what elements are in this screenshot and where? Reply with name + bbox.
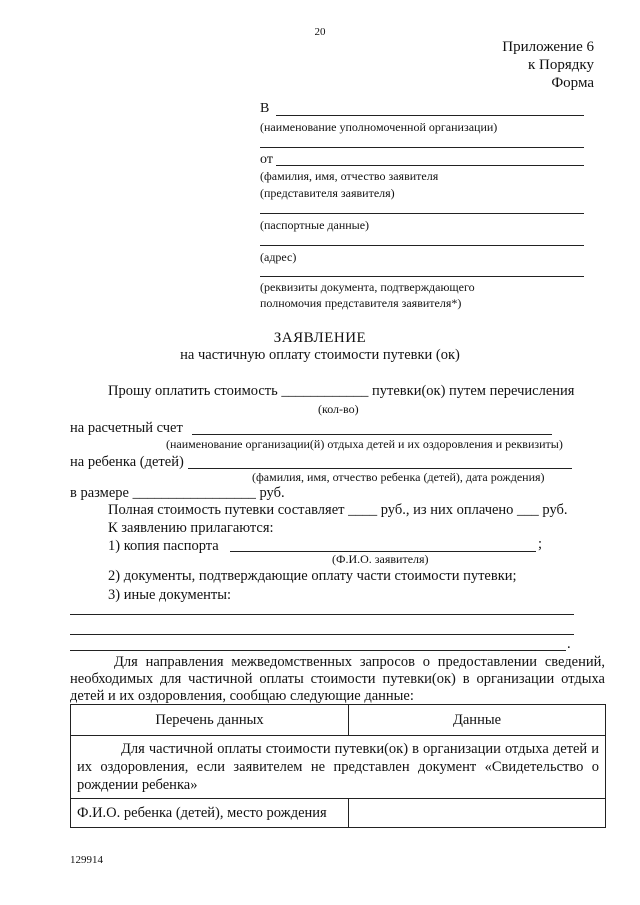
- to-field-line-2: [260, 147, 584, 148]
- item-1-end: ;: [538, 536, 543, 552]
- to-caption: (наименование уполномоченной организации): [260, 120, 498, 134]
- address-field-line: [260, 245, 584, 246]
- qty-caption: (кол-во): [318, 402, 359, 416]
- item-1-caption: (Ф.И.О. заявителя): [332, 552, 429, 566]
- to-field-line: [276, 115, 584, 116]
- other-docs-line-3: [70, 650, 566, 651]
- table-row: [71, 799, 606, 828]
- request-line: [108, 383, 574, 400]
- appendix-line-3: Форма: [551, 75, 594, 91]
- table-header-row: [71, 705, 606, 736]
- from-caption-2: (представителя заявителя): [260, 186, 395, 200]
- item-3: 3) иные документы:: [108, 587, 232, 603]
- document-title: ЗАЯВЛЕНИЕ: [273, 330, 367, 346]
- from-label: от: [260, 152, 273, 167]
- item-2: 2) документы, подтверждающие оплату части стоимости путевки;: [108, 568, 517, 584]
- passport-caption: (паспортные данные): [260, 218, 370, 232]
- amount-prefix: в размере: [70, 485, 129, 501]
- other-docs-line-2: [70, 634, 574, 635]
- interagency-paragraph: Для направления межведомственных запросов о предоставлении сведений, необходимых для частичной оплаты стоимости путевки(ок) в организации отдыха детей и их оздоровления, сообщаю следующие данные:: [70, 654, 605, 704]
- other-docs-end-mark: .: [567, 636, 571, 652]
- requisites-caption-2: полномочия представителя заявителя*): [260, 296, 462, 310]
- row-child-name-value[interactable]: [349, 799, 606, 828]
- amount-suffix: руб.: [259, 485, 285, 501]
- account-label: на расчетный счет: [70, 420, 183, 436]
- child-label: на ребенка (детей): [70, 454, 184, 470]
- child-field-line: [188, 468, 572, 469]
- appendix-line-2: к Порядку: [528, 57, 594, 73]
- col-header-list: Перечень данных: [71, 705, 349, 736]
- col-header-data: Данные: [349, 705, 606, 736]
- account-caption: (наименование организации(й) отдыха детей и их оздоровления и реквизиты): [166, 437, 563, 451]
- document-code: 129914: [70, 854, 103, 866]
- item-1-label: 1) копия паспорта: [108, 538, 219, 554]
- table-section-row: [71, 736, 606, 799]
- address-caption: (адрес): [260, 250, 297, 264]
- appendix-reference: [502, 38, 594, 92]
- account-field-line: [192, 434, 552, 435]
- from-caption-1: (фамилия, имя, отчество заявителя: [260, 169, 439, 183]
- document-subtitle: на частичную оплату стоимости путевки (ок): [180, 347, 460, 363]
- appendix-line-1: Приложение 6: [502, 39, 594, 55]
- full-cost-line: Полная стоимость путевки составляет ____ руб., из них оплачено ___ руб.: [108, 502, 568, 518]
- requisites-field-line: [260, 276, 584, 277]
- child-caption: (фамилия, имя, отчество ребенка (детей), дата рождения): [252, 470, 545, 484]
- amount-line: [70, 485, 285, 502]
- page-number: 20: [314, 26, 326, 38]
- from-field-line: [276, 165, 584, 166]
- amount-blank: _________________: [132, 485, 256, 501]
- requisites-caption-1: (реквизиты документа, подтверждающего: [260, 280, 475, 294]
- row-child-name-label: Ф.И.О. ребенка (детей), место рождения: [71, 799, 349, 828]
- request-qty-blank: ____________: [281, 383, 369, 399]
- request-prefix: Прошу оплатить стоимость: [108, 383, 278, 399]
- other-docs-line-1: [70, 614, 574, 615]
- attached-heading: К заявлению прилагаются:: [108, 520, 274, 536]
- passport-field-line: [260, 213, 584, 214]
- table-section-text: Для частичной оплаты стоимости путевки(ок) в организации отдыха детей и их оздоровления, если заявителем не представлен документ «Свидетельство о рождении ребенка»: [77, 741, 599, 793]
- table-section-cell: [71, 736, 606, 799]
- to-label: В: [260, 101, 270, 116]
- data-table: [70, 704, 606, 828]
- request-suffix: путевки(ок) путем перечисления: [372, 383, 575, 399]
